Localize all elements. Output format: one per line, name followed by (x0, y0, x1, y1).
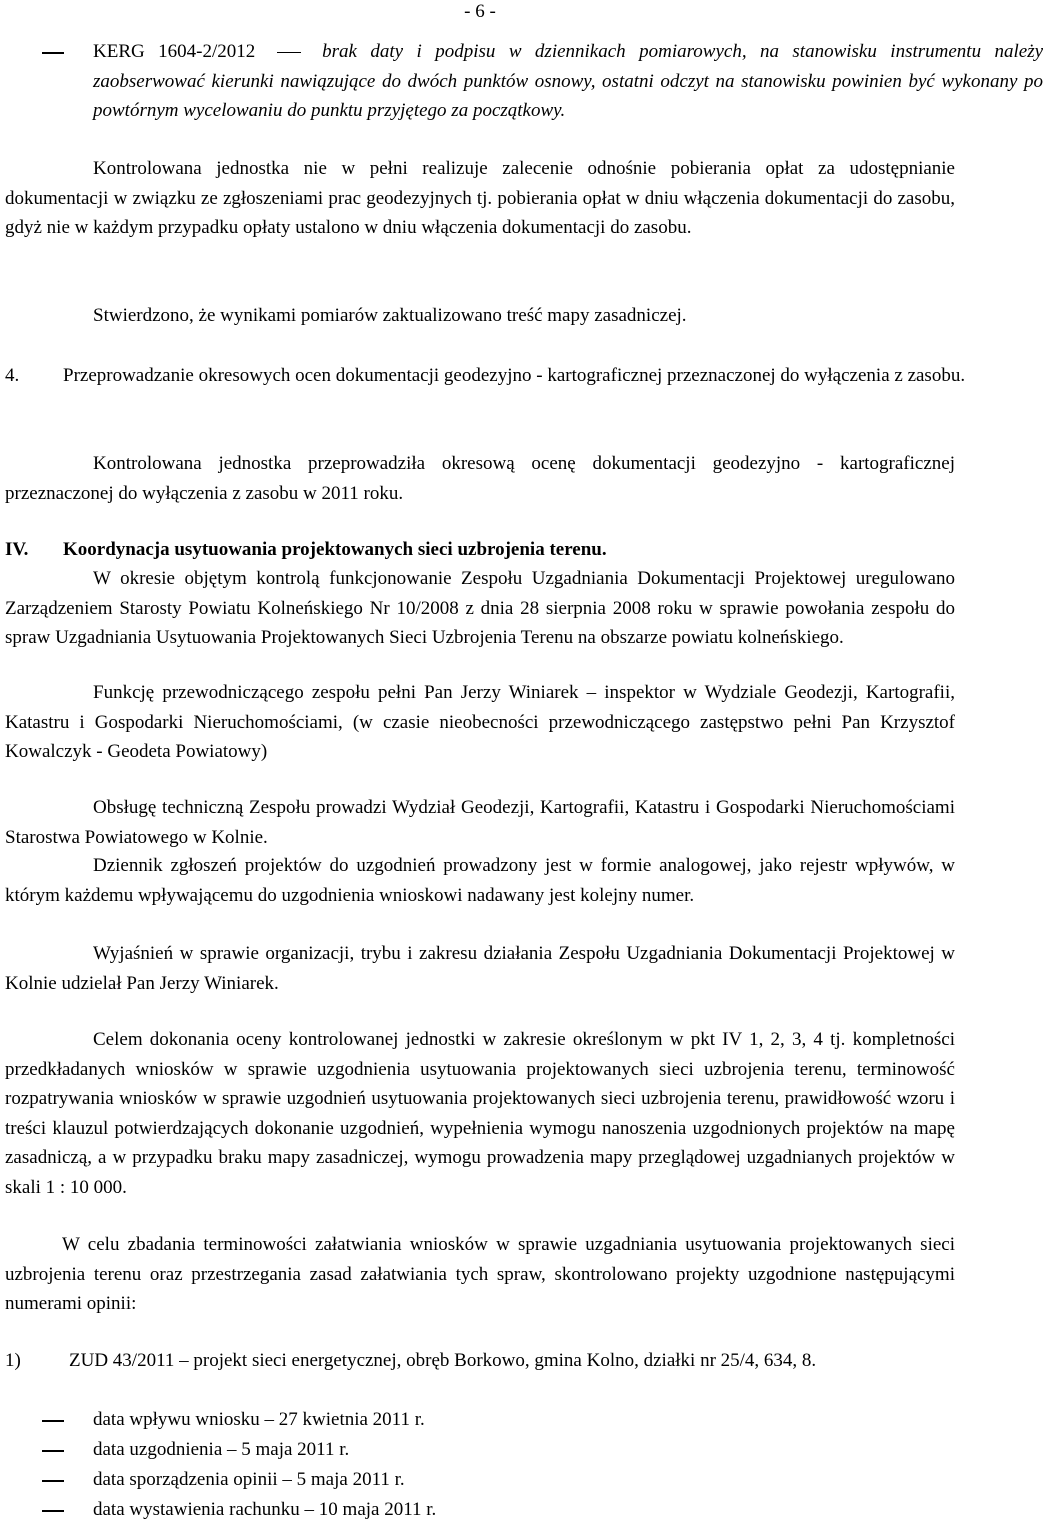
dash-bullet-icon (42, 1420, 64, 1422)
list-item: data wystawienia rachunku – 10 maja 2011 r. (5, 1495, 955, 1525)
paragraph-explain: Wyjaśnień w sprawie organizacji, trybu i zakresu działania Zespołu Uzgadniania Dokumentacji Projektowej w Kolnie udzielał Pan Jerzy Winiarek. (5, 943, 955, 994)
kerg-prefix: KERG 1604-2/2012 (93, 41, 256, 62)
dash-bullet-icon (42, 1450, 64, 1452)
section-number: IV. (5, 539, 29, 560)
section-title: Koordynacja usytuowania projektowanych sieci uzbrojenia terenu. (63, 539, 607, 560)
paragraph-register: Dziennik zgłoszeń projektów do uzgodnień prowadzony jest w formie analogowej, jako rejestr wpływów, w którym każdemu wpływającemu do uzgodnienia wnioskowi nadawany jest kolejny numer. (5, 855, 955, 906)
paragraph-assessment: Kontrolowana jednostka przeprowadziła okresową ocenę dokumentacji geodezyjno - kartograficznej przeznaczonej do wyłączenia z zasobu w 2011 roku. (5, 453, 955, 504)
paragraph-service: Obsługę techniczną Zespołu prowadzi Wydział Geodezji, Kartografii, Katastru i Gospodarki Nieruchomościami Starostwa Powiatowego w Kolnie. (5, 797, 955, 848)
list-item-kerg (5, 37, 1043, 126)
dash-bullet-icon (42, 1480, 64, 1482)
dash-bullet-icon (42, 1510, 64, 1512)
list-item: data uzgodnienia – 5 maja 2011 r. (5, 1435, 955, 1465)
opinion-1-dates (5, 1405, 955, 1525)
kerg-italic-text: brak daty i podpisu w dziennikach pomiarowych, na stanowisku instrumentu należy zaobserwować kierunki nawiązujące do dwóch punktów osnowy, ostatni odczyt na stanowisku powinien być wykonany po powtórnym wycelowaniu do punktu przyjętego za początkowy. (93, 41, 1043, 121)
paragraph-fees: Kontrolowana jednostka nie w pełni realizuje zalecenie odnośnie pobierania opłat za udostępnianie dokumentacji w związku ze zgłoszeniami prac geodezyjnych tj. pobierania opłat w dniu włączenia dokumentacji do zasobu, gdyż nie w każdym przypadku opłaty ustalono w dniu włączenia dokumentacji do zasobu. (5, 158, 955, 238)
paragraph-timeliness: W celu zbadania terminowości załatwiania wniosków w sprawie uzgadniania usytuowania projektowanych sieci uzbrojenia terenu oraz przestrzegania zasad załatwiania tych spraw, skontrolowano projekty uzgodnione następującymi numerami opinii: (5, 1234, 955, 1314)
opinion-1 (5, 1346, 1019, 1376)
paragraph-team: W okresie objętym kontrolą funkcjonowanie Zespołu Uzgadniania Dokumentacji Projektowej uregulowano Zarządzeniem Starosty Powiatu Kolneńskiego Nr 10/2008 z dnia 28 sierpnia 2008 roku w sprawie powołania zespołu do spraw Uzgadniania Usytuowania Projektowanych Sieci Uzbrojenia Terenu na obszarze powiatu kolneńskiego. (5, 568, 955, 648)
point-4 (5, 361, 1013, 391)
section-heading-iv (5, 535, 955, 565)
opinion-1-text: ZUD 43/2011 – projekt sieci energetycznej, obręb Borkowo, gmina Kolno, działki nr 25/4, 634, 8. (69, 1350, 817, 1371)
point-4-number: 4. (5, 365, 20, 386)
paragraph-chair: Funkcję przewodniczącego zespołu pełni Pan Jerzy Winiarek – inspektor w Wydziale Geodezji, Kartografii, Katastru i Gospodarki Nieruchomościami, (w czasie nieobecności przewodniczącego zastępstwo pełni Pan Krzysztof Kowalczyk - Geodeta Powiatowy) (5, 682, 955, 762)
list-item: data sporządzenia opinii – 5 maja 2011 r. (5, 1465, 955, 1495)
point-4-text: Przeprowadzanie okresowych ocen dokumentacji geodezyjno - kartograficznej przeznaczonej do wyłączenia z zasobu. (63, 365, 966, 386)
paragraph-purpose: Celem dokonania oceny kontrolowanej jednostki w zakresie określonym w pkt IV 1, 2, 3, 4 tj. kompletności przedkładanych wniosków w sprawie uzgodnienia usytuowania projektowanych sieci uzbrojenia terenu, terminowość rozpatrywania wniosków w sprawie uzgodnień usytuowania projektowanych sieci uzbrojenia terenu, prawidłowość wzoru i treści klauzul potwierdzających dokonanie uzgodnień, wypełnienia wymogu nanoszenia uzgodnionych projektów na mapę zasadniczą, a w przypadku braku mapy zasadniczej, wymogu prowadzenia mapy przeglądowej uzgadnianych projektów w skali 1 : 10 000. (5, 1029, 955, 1198)
opinion-1-number: 1) (5, 1350, 21, 1371)
page-number: - 6 - (464, 1, 496, 22)
paragraph-maps: Stwierdzono, że wynikami pomiarów zaktualizowano treść mapy zasadniczej. (93, 305, 687, 326)
dash-bullet-icon (42, 52, 64, 54)
list-item: data wpływu wniosku – 27 kwietnia 2011 r. (5, 1405, 955, 1435)
